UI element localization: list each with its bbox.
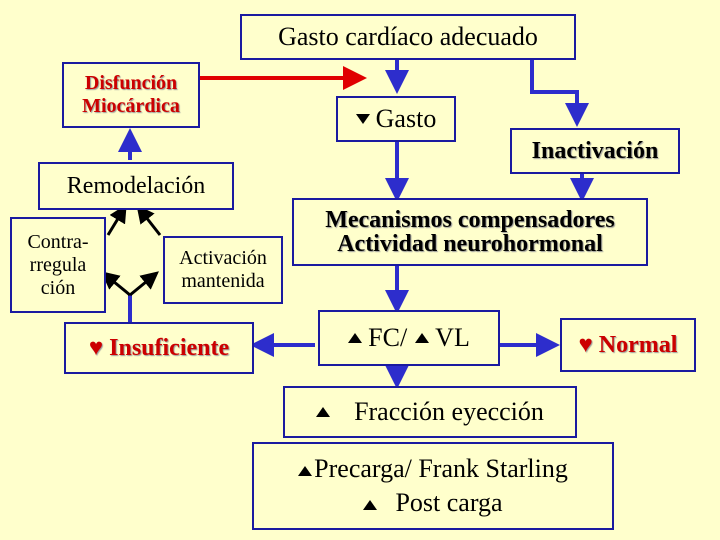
gasto-adecuado-text: Gasto cardíaco adecuado (278, 22, 538, 51)
precarga-line (298, 452, 568, 486)
fraccion-box (283, 386, 577, 438)
inactivacion-text: Inactivación (531, 137, 659, 164)
triangle-up-icon (298, 466, 312, 476)
arrow-activacion-to-remodelacion (142, 212, 160, 235)
insuficiente-text: Insuficiente (109, 334, 230, 361)
arrow-contra-to-remodelacion (108, 212, 122, 235)
inactivacion-box (510, 128, 680, 174)
mecanismos-line1: Mecanismos compensadores (325, 207, 615, 233)
gasto-adecuado-box (240, 14, 576, 60)
arrow-adecuado-to-inactivacion (532, 57, 577, 115)
heart-icon: ♥ (578, 331, 593, 358)
heart-icon: ♥ (88, 334, 104, 361)
fraccion-text: Fracción eyección (354, 397, 544, 426)
triangle-down-icon (356, 114, 370, 124)
triangle-up-icon (316, 407, 330, 417)
disfuncion-box (62, 62, 200, 128)
activacion-line1: Activación (179, 247, 267, 269)
normal-text: Normal (598, 331, 678, 358)
vl-text: VL (435, 323, 470, 352)
gasto-text: Gasto (375, 104, 437, 133)
contra-line1: Contra- (27, 230, 89, 253)
disfuncion-line2: Miocárdica (82, 95, 180, 117)
triangle-up-icon (348, 333, 362, 343)
arrow-split-to-activacion (130, 277, 152, 295)
remodelacion-box (38, 162, 234, 210)
precarga-box (252, 442, 614, 530)
insuficiente-box (64, 322, 254, 374)
postcarga-text: Post carga (395, 488, 503, 517)
triangle-up-icon (363, 500, 377, 510)
activacion-line2: mantenida (181, 270, 265, 292)
triangle-up-icon (415, 333, 429, 343)
activacion-box (163, 236, 283, 304)
remodelacion-text: Remodelación (66, 172, 206, 199)
contrarregulacion-box (10, 217, 106, 313)
precarga-text: Precarga/ Frank Starling (314, 454, 568, 484)
contra-line2: rregula (29, 253, 87, 276)
mecanismos-line2: Actividad neurohormonal (337, 231, 603, 257)
fc-vl-box (318, 310, 500, 366)
fc-text: FC/ (368, 323, 408, 352)
disfuncion-line1: Disfunción (84, 72, 178, 94)
arrow-split-to-contra (108, 277, 130, 295)
mecanismos-box (292, 198, 648, 266)
gasto-box (336, 96, 456, 142)
postcarga-line (363, 486, 502, 520)
contra-line3: ción (40, 276, 76, 299)
normal-box (560, 318, 696, 372)
